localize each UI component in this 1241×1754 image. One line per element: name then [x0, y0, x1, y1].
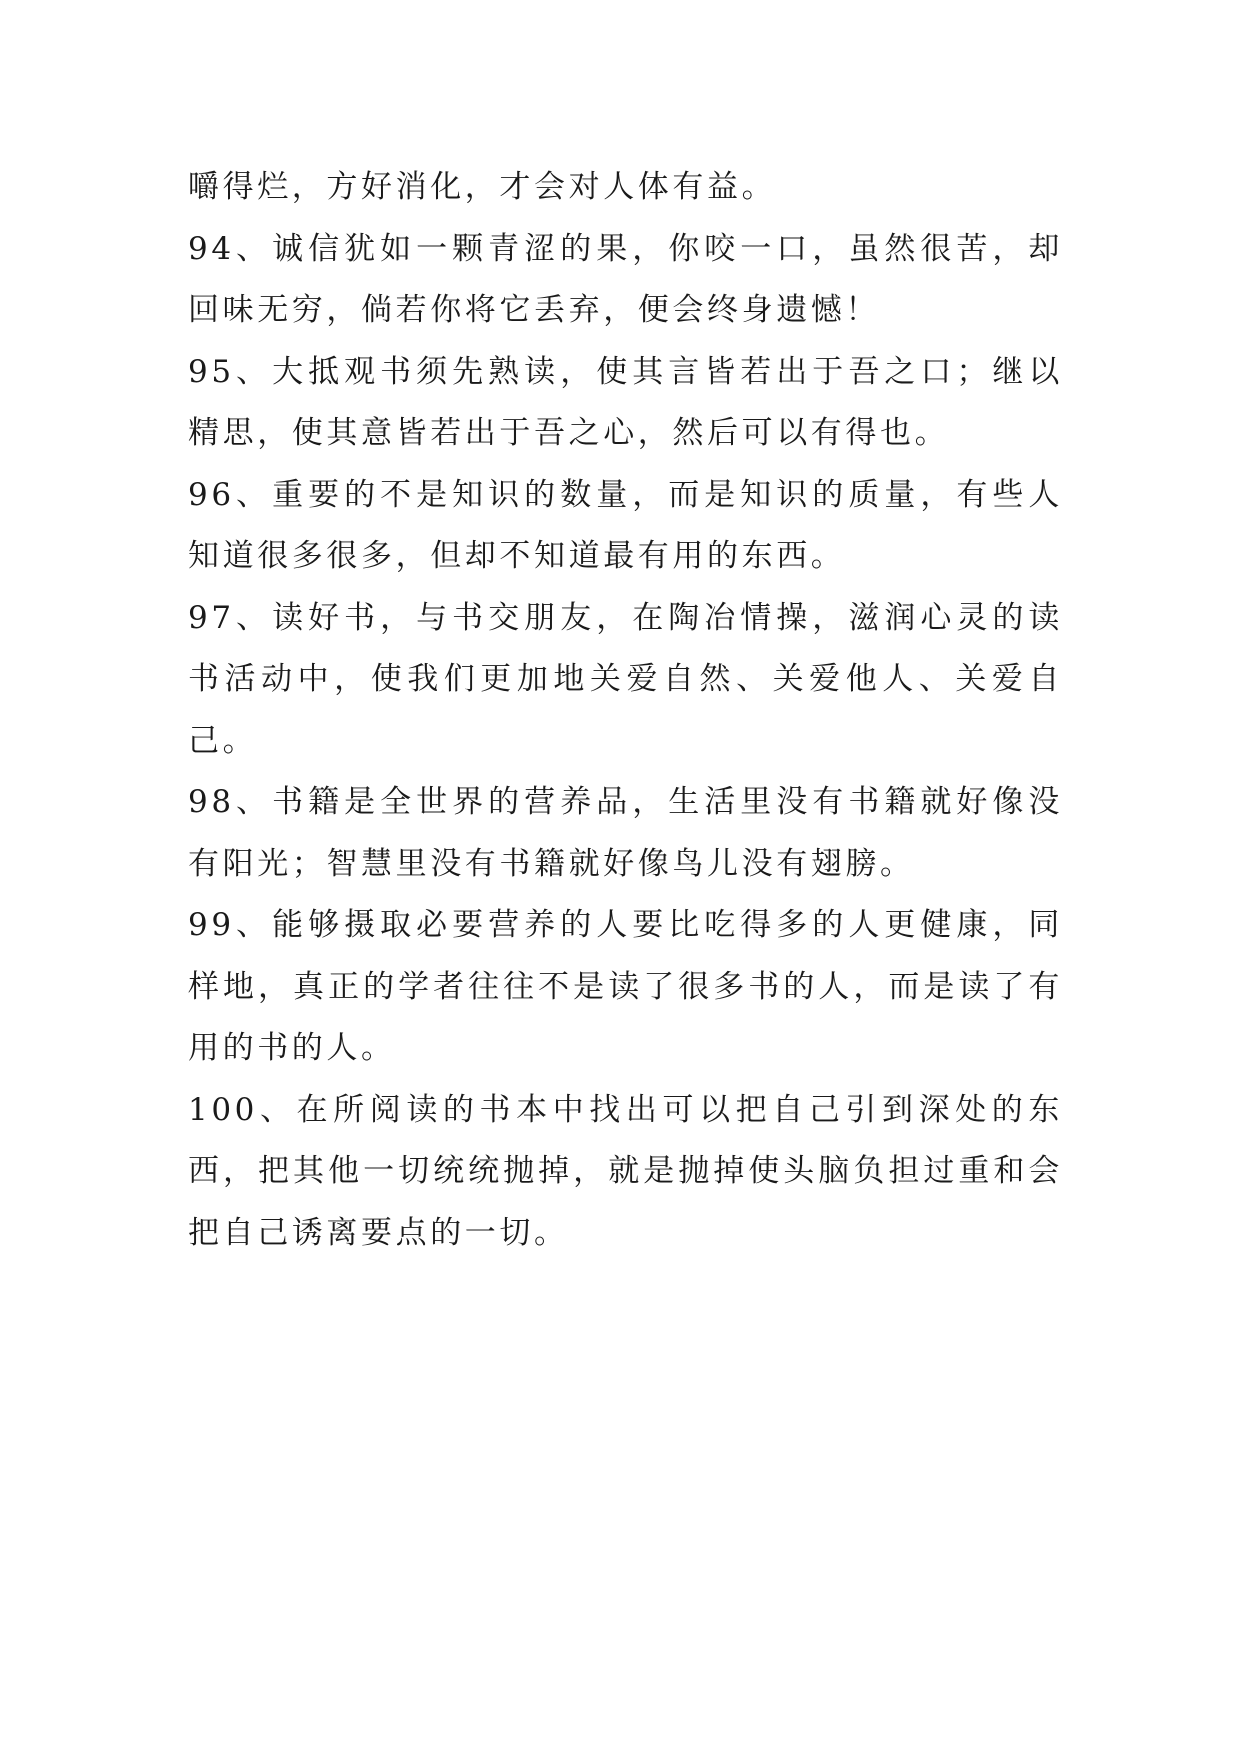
paragraph-100: 100、在所阅读的书本中找出可以把自己引到深处的东西，把其他一切统统抛掉，就是抛掉使头脑负担过重和会把自己诱离要点的一切。 — [188, 1091, 1063, 1251]
document-body — [188, 157, 1063, 1264]
paragraph-95: 95、大抵观书须先熟读，使其言皆若出于吾之口；继以精思，使其意皆若出于吾之心，然后可以有得也。 — [188, 353, 1063, 451]
paragraph-94: 94、诚信犹如一颗青涩的果，你咬一口，虽然很苦，却回味无穷，倘若你将它丢弃，便会终身遗憾！ — [188, 230, 1063, 328]
paragraph-continuation: 嚼得烂，方好消化，才会对人体有益。 — [188, 169, 777, 205]
paragraph-96: 96、重要的不是知识的数量，而是知识的质量，有些人知道很多很多，但却不知道最有用的东西。 — [188, 476, 1063, 574]
paragraph-99: 99、能够摄取必要营养的人要比吃得多的人更健康，同样地，真正的学者往往不是读了很多书的人，而是读了有用的书的人。 — [188, 907, 1063, 1066]
paragraph-97: 97、读好书，与书交朋友，在陶冶情操，滋润心灵的读书活动中，使我们更加地关爱自然、关爱他人、关爱自己。 — [188, 599, 1063, 759]
paragraph-98: 98、书籍是全世界的营养品，生活里没有书籍就好像没有阳光；智慧里没有书籍就好像鸟儿没有翅膀。 — [188, 784, 1063, 882]
